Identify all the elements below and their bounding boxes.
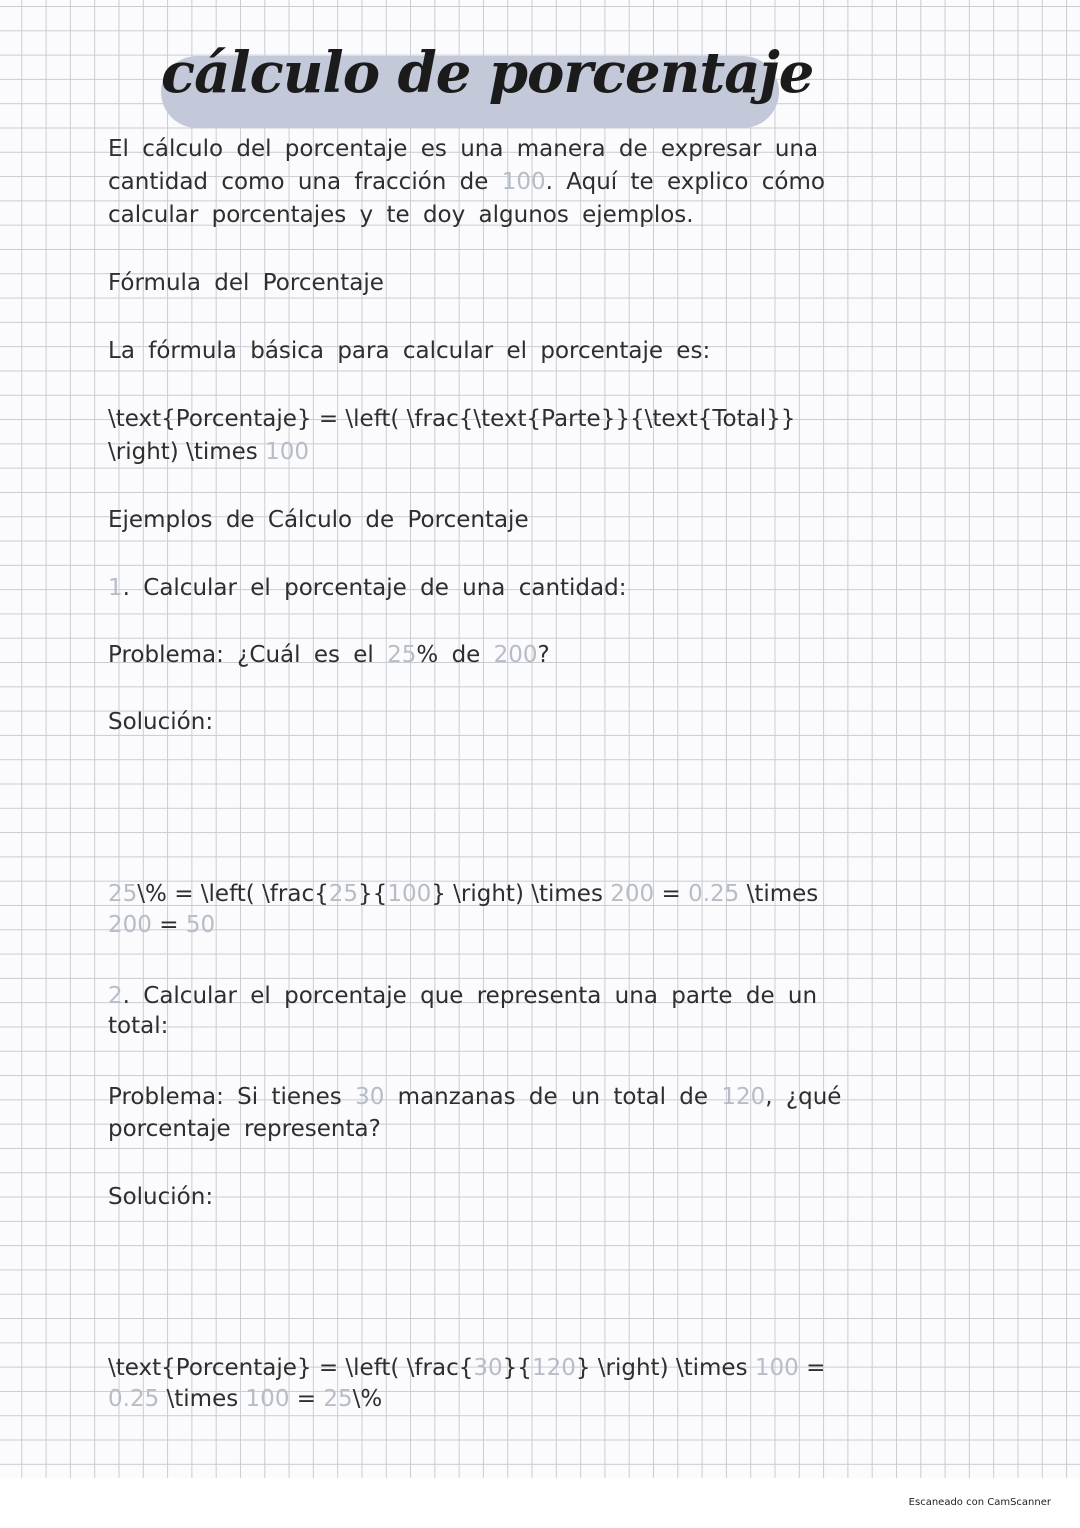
problem-text: Problema: Si tienes: [108, 1084, 356, 1110]
formula-text: \text{Porcentaje} = \left( \frac{: [108, 1355, 474, 1381]
examples-heading: Ejemplos de Cálculo de Porcentaje: [108, 507, 529, 533]
example-1-solution-label: Solución:: [108, 709, 214, 735]
problem-text: ?: [537, 642, 550, 668]
intro-line-1: El cálculo del porcentaje es una manera de expresar una: [108, 136, 819, 162]
example-2-problem-line-2: porcentaje representa?: [108, 1116, 381, 1142]
example-1-title: [108, 572, 626, 605]
example-2-calc-line-2: [108, 1383, 382, 1416]
formula-line-1: \text{Porcentaje} = \left( \frac{\text{Parte}}{\text{Total}}: [108, 406, 796, 432]
formula-line-2: [108, 436, 309, 469]
formula-text: =: [289, 1386, 324, 1412]
scanner-watermark: Escaneado con CamScanner: [908, 1497, 1051, 1508]
formula-text: \%: [352, 1386, 383, 1412]
example-number: 2: [108, 983, 123, 1009]
number: 200: [610, 881, 655, 907]
intro-text: cantidad como una fracción de: [108, 169, 502, 195]
example-2-solution-label: Solución:: [108, 1184, 214, 1210]
example-2-title-line-1: [108, 980, 817, 1013]
example-number: 1: [108, 575, 123, 601]
page-title: cálculo de porcentaje: [161, 40, 814, 106]
formula-text: =: [151, 912, 186, 938]
problem-text: manzanas de un total de: [384, 1084, 722, 1110]
example-2-calc-line-1: [108, 1352, 825, 1385]
number: 25: [328, 881, 359, 907]
formula-heading: Fórmula del Porcentaje: [108, 270, 384, 296]
number: 100: [387, 881, 432, 907]
number: 50: [185, 912, 216, 938]
example-2-problem-line-1: [108, 1081, 841, 1114]
formula-text: } \right) \times: [431, 881, 611, 907]
number: 30: [473, 1355, 503, 1381]
example-title-text: . Calcular el porcentaje que representa una parte de un: [122, 983, 818, 1009]
number: 200: [108, 912, 152, 938]
example-1-calc-line-1: [108, 878, 818, 911]
problem-text: Problema: ¿Cuál es el: [108, 642, 388, 668]
problem-text: % de: [416, 642, 494, 668]
intro-line-3: calcular porcentajes y te doy algunos ejemplos.: [108, 202, 694, 228]
number: 25: [323, 1386, 353, 1412]
number: 25: [387, 642, 417, 668]
formula-text: }{: [358, 881, 388, 907]
formula-text: } \right) \times: [575, 1355, 755, 1381]
formula-text: =: [798, 1355, 826, 1381]
number-100: 100: [265, 439, 309, 465]
example-2-title-line-2: total:: [108, 1013, 169, 1039]
number: 0.25: [108, 1386, 160, 1412]
number: 25: [108, 881, 138, 907]
example-1-calc-line-2: [108, 909, 215, 942]
formula-text: \% = \left( \frac{: [137, 881, 329, 907]
number: 100: [245, 1386, 290, 1412]
formula-intro: La fórmula básica para calcular el porcentaje es:: [108, 338, 711, 364]
number: 30: [355, 1084, 385, 1110]
problem-text: , ¿qué: [765, 1084, 842, 1110]
number-100: 100: [501, 169, 546, 195]
intro-line-2: [108, 166, 825, 199]
number: 120: [531, 1355, 576, 1381]
formula-text: \right) \times: [108, 439, 266, 465]
number: 200: [493, 642, 538, 668]
example-title-text: . Calcular el porcentaje de una cantidad:: [122, 575, 627, 601]
formula-text: =: [654, 881, 689, 907]
number: 120: [721, 1084, 766, 1110]
example-1-problem: [108, 639, 550, 672]
number: 0.25: [688, 881, 740, 907]
number: 100: [754, 1355, 799, 1381]
formula-text: }{: [502, 1355, 532, 1381]
intro-text: . Aquí te explico cómo: [545, 169, 825, 195]
formula-text: \times: [159, 1386, 246, 1412]
formula-text: \times: [739, 881, 819, 907]
